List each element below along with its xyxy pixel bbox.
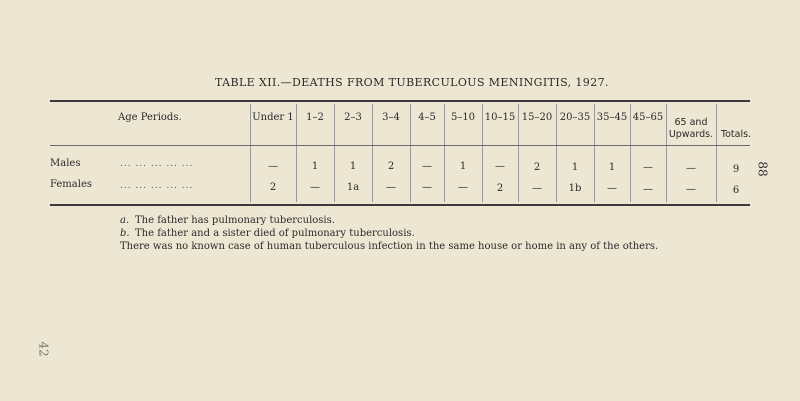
cell-females-under-1: 2 [269, 182, 277, 193]
cell-females-5-10: — [458, 182, 468, 193]
header-col-15-20: 15–20 [521, 112, 553, 123]
header-age-periods: Age Periods. [118, 112, 182, 123]
cell-females-20-35: 1b [568, 183, 582, 194]
table-top-rule [50, 100, 750, 102]
row-label-males: Males [50, 158, 81, 169]
cell-females-3-4: — [386, 182, 396, 193]
header-col-under-1: Under 1 [252, 112, 294, 123]
row-label-females: Females [50, 179, 93, 190]
cell-males-20-35: 1 [571, 162, 579, 173]
cell-males-totals: 9 [732, 164, 740, 175]
row-leader-dots: ... ... ... ... ... [120, 159, 194, 169]
cell-males-3-4: 2 [387, 161, 395, 172]
cell-males-4-5: — [422, 161, 432, 172]
header-totals: Totals. [720, 129, 752, 140]
header-col-1-2: 1–2 [306, 112, 324, 123]
cell-males-15-20: 2 [533, 162, 541, 173]
header-col-4-5: 4–5 [418, 112, 436, 123]
table-title: TABLE XII.—DEATHS FROM TUBERCULOUS MENINGITIS, 1927. [215, 76, 609, 89]
header-col-2-3: 2–3 [344, 112, 362, 123]
cell-males-5-10: 1 [459, 161, 467, 172]
cell-females-1-2: — [310, 182, 320, 193]
header-col-10-15: 10–15 [484, 112, 516, 123]
header-col-35-45: 35–45 [596, 112, 628, 123]
header-col-20-35: 20–35 [559, 112, 591, 123]
footnote-a [120, 215, 335, 226]
cell-males-10-15: — [495, 161, 505, 172]
header-rule [50, 145, 750, 146]
cell-males-35-45: 1 [608, 162, 616, 173]
column-divider [250, 104, 251, 202]
cell-females-35-45: — [607, 183, 617, 194]
cell-females-2-3: 1a [346, 182, 360, 193]
footnote-key: b. [120, 228, 130, 239]
cell-males-45-65: — [643, 162, 653, 173]
cell-females-10-15: 2 [496, 183, 504, 194]
note-text: There was no known case of human tuberculous infection in the same house or home in any of the others. [120, 241, 659, 252]
header-65-line1: 65 and [674, 117, 708, 128]
header-col-45-65: 45–65 [632, 112, 664, 123]
header-col-65-upwards [667, 117, 715, 141]
page-number-right: 88 [755, 161, 770, 177]
footnote-b [120, 228, 415, 239]
cell-females-totals: 6 [732, 185, 740, 196]
footnote-key: a. [120, 215, 130, 226]
cell-females-65-upwards: — [686, 184, 696, 195]
cell-females-15-20: — [532, 183, 542, 194]
cell-males-2-3: 1 [349, 161, 357, 172]
row-leader-dots: ... ... ... ... ... [120, 181, 194, 191]
header-col-3-4: 3–4 [382, 112, 400, 123]
page-number-left: 42 [36, 341, 51, 357]
cell-females-4-5: — [422, 182, 432, 193]
cell-males-65-upwards: — [686, 163, 696, 174]
header-col-5-10: 5–10 [450, 112, 476, 123]
table-bottom-rule [50, 204, 750, 206]
footnote-text: The father and a sister died of pulmonary tuberculosis. [135, 228, 415, 239]
footnote-text: The father has pulmonary tuberculosis. [135, 215, 335, 226]
header-65-line2: Upwards. [668, 129, 714, 140]
general-note [120, 241, 658, 252]
cell-males-under-1: — [268, 161, 278, 172]
cell-males-1-2: 1 [311, 161, 319, 172]
cell-females-45-65: — [643, 184, 653, 195]
